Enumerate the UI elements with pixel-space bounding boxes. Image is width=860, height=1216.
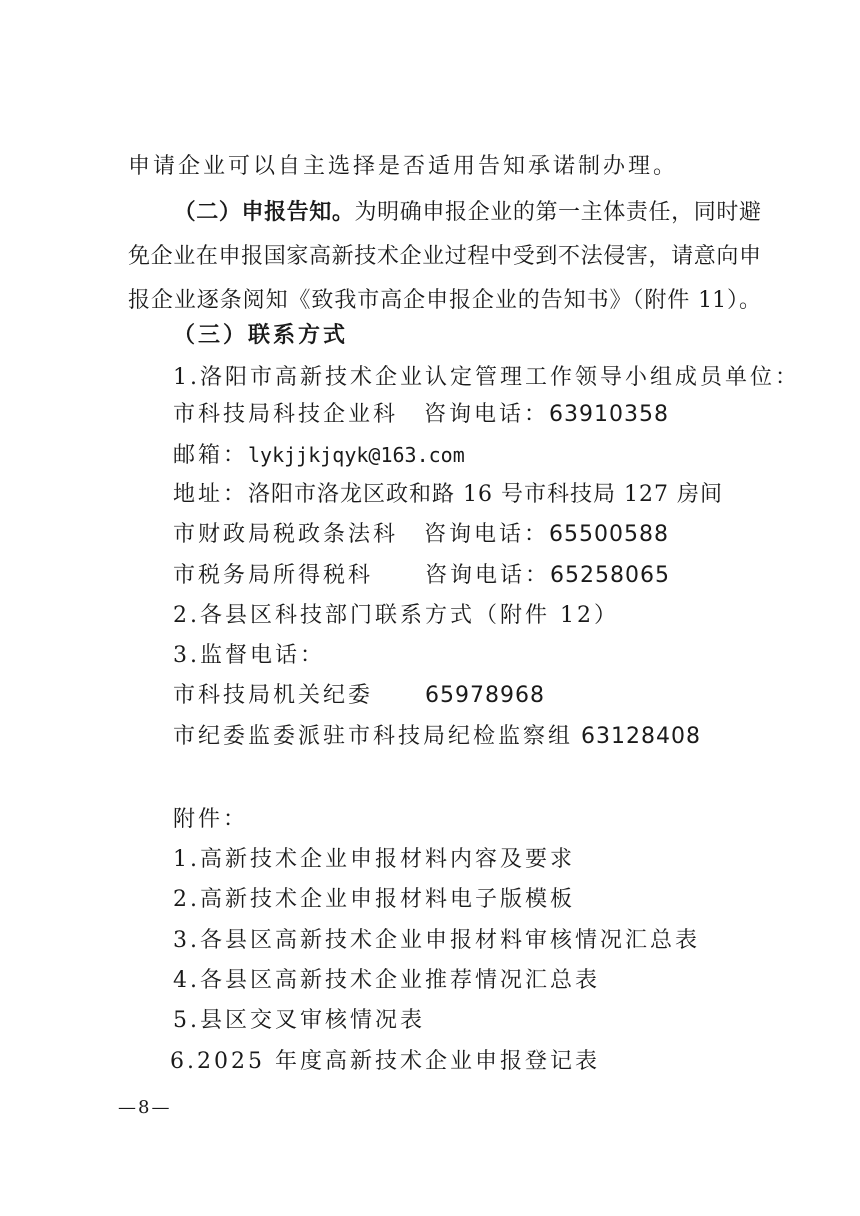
- kjj-phone-label: 咨询电话：: [424, 402, 550, 427]
- notice-heading: （二）申报告知。: [173, 199, 355, 225]
- notice-paragraph-line-1: [128, 197, 761, 228]
- jw-phone: 65978968: [425, 683, 545, 708]
- notice-paragraph-line-3: 报企业逐条阅知《致我市高企申报企业的告知书》（附件 11）。: [128, 288, 761, 313]
- attachment-item: 4.各县区高新技术企业推荐情况汇总表: [173, 968, 600, 993]
- contact-heading: （三）联系方式: [173, 322, 349, 348]
- attachment-item: 3.各县区高新技术企业申报材料审核情况汇总表: [173, 928, 700, 953]
- attachments-title: 附件：: [173, 807, 249, 832]
- address-label: 地址：: [173, 482, 249, 507]
- email-line: [173, 440, 465, 471]
- swj-contact: [173, 561, 670, 591]
- notice-text: 为明确申报企业的第一主体责任，同时避: [354, 200, 761, 225]
- jjjc-phone: 63128408: [581, 724, 701, 749]
- address-line: [173, 480, 723, 510]
- kjj-contact: [173, 400, 669, 430]
- kjj-name: 市科技局科技企业科: [173, 402, 399, 427]
- attachment-item: 1.高新技术企业申报材料内容及要求: [173, 847, 575, 872]
- czj-contact: [173, 520, 669, 550]
- czj-phone: 65500588: [549, 522, 670, 547]
- attachment-item: 2.高新技术企业申报材料电子版模板: [173, 887, 575, 912]
- czj-name: 市财政局税政条法科: [173, 522, 399, 547]
- contact-item-1-title: 1.洛阳市高新技术企业认定管理工作领导小组成员单位：: [173, 365, 800, 390]
- jjjc-contact: [173, 722, 701, 752]
- jw-contact: [173, 681, 545, 711]
- swj-name: 市税务局所得税科: [173, 563, 374, 588]
- swj-phone-label: 咨询电话：: [425, 563, 551, 588]
- page-number: —8—: [118, 1097, 172, 1118]
- address-value: 洛阳市洛龙区政和路 16 号市科技局 127 房间: [248, 482, 723, 507]
- attachment-item: 6.2025 年度高新技术企业申报登记表: [170, 1049, 600, 1074]
- czj-phone-label: 咨询电话：: [424, 522, 550, 547]
- contact-item-3: 3.监督电话：: [173, 643, 325, 668]
- attachment-item: 5.县区交叉审核情况表: [173, 1008, 425, 1033]
- contact-item-2: 2.各县区科技部门联系方式（附件 12）: [173, 603, 619, 628]
- email-label: 邮箱：: [173, 443, 249, 468]
- swj-phone: 65258065: [550, 563, 671, 588]
- jw-name: 市科技局机关纪委: [173, 683, 374, 708]
- email-value: lykjjkjqyk@163.com: [248, 443, 465, 467]
- notice-paragraph-line-2: 免企业在申报国家高新技术企业过程中受到不法侵害，请意向申: [128, 244, 761, 269]
- paragraph-continuation: 申请企业可以自主选择是否适用告知承诺制办理。: [128, 154, 679, 179]
- kjj-phone: 63910358: [549, 402, 670, 427]
- jjjc-name: 市纪委监委派驻市科技局纪检监察组: [173, 724, 574, 749]
